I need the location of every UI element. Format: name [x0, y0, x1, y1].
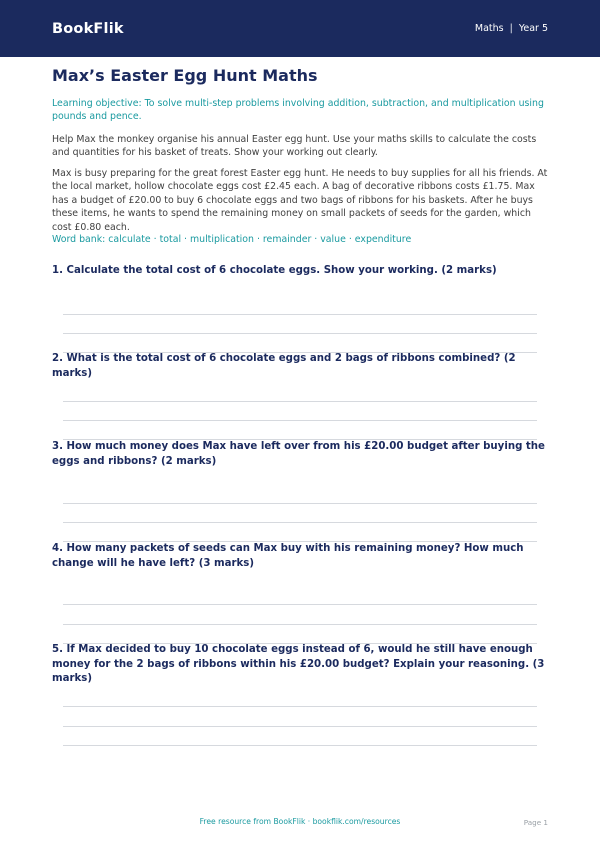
subject-label: Maths — [474, 23, 504, 34]
brand-logo[interactable]: BookFlik — [52, 20, 124, 37]
answer-line[interactable] — [63, 706, 537, 707]
word-bank: Word bank: calculate · total · multiplication · remainder · value · expenditure — [52, 234, 412, 245]
answer-line[interactable] — [63, 624, 537, 625]
year-label: Year 5 — [518, 23, 548, 34]
answer-line[interactable] — [63, 745, 537, 746]
answer-line[interactable] — [63, 503, 537, 504]
header-bar — [0, 0, 600, 57]
question-5: 5. If Max decided to buy 10 chocolate eggs instead of 6, would he still have enough money for the 2 bags of ribbons within his £20.00 budget? Explain your reasoning. (3 marks) — [52, 644, 545, 684]
answer-line[interactable] — [63, 420, 537, 421]
answer-line[interactable] — [63, 604, 537, 605]
answer-line[interactable] — [63, 314, 537, 315]
question-1: 1. Calculate the total cost of 6 chocolate eggs. Show your working. (2 marks) — [52, 265, 497, 276]
learning-objective: Learning objective: To solve multi-step problems involving addition, subtraction, and multiplication using pounds and pence. — [52, 98, 544, 122]
question-3: 3. How much money does Max have left over from his £20.00 budget after buying the eggs and ribbons? (2 marks) — [52, 441, 545, 467]
page-number: Page 1 — [523, 818, 548, 827]
page-title: Max’s Easter Egg Hunt Maths — [52, 66, 318, 85]
answer-line[interactable] — [63, 333, 537, 334]
question-2: 2. What is the total cost of 6 chocolate eggs and 2 bags of ribbons combined? (2 marks) — [52, 353, 516, 379]
meta-separator: | — [509, 23, 513, 34]
story-paragraph: Max is busy preparing for the great forest Easter egg hunt. He needs to buy supplies for all his friends. At the local market, hollow chocolate eggs cost £2.45 each. A bag of decorative ribbons costs £1.75. Max has a budget of £20.00 to buy 6 chocolate eggs and two bags of ribbons for his baskets. After he buys these items, he wants to spend the remaining money on small packets of seeds for the garden, which cost £0.80 each. — [52, 168, 548, 233]
footer-text[interactable]: Free resource from BookFlik · bookflik.com/resources — [199, 817, 401, 826]
question-4: 4. How many packets of seeds can Max buy with his remaining money? How much change will he have left? (3 marks) — [52, 543, 524, 569]
answer-line[interactable] — [63, 522, 537, 523]
header-meta — [475, 23, 548, 34]
answer-line[interactable] — [63, 401, 537, 402]
answer-line[interactable] — [63, 726, 537, 727]
intro-paragraph: Help Max the monkey organise his annual Easter egg hunt. Use your maths skills to calculate the costs and quantities for his basket of treats. Show your working out clearly. — [52, 134, 537, 159]
